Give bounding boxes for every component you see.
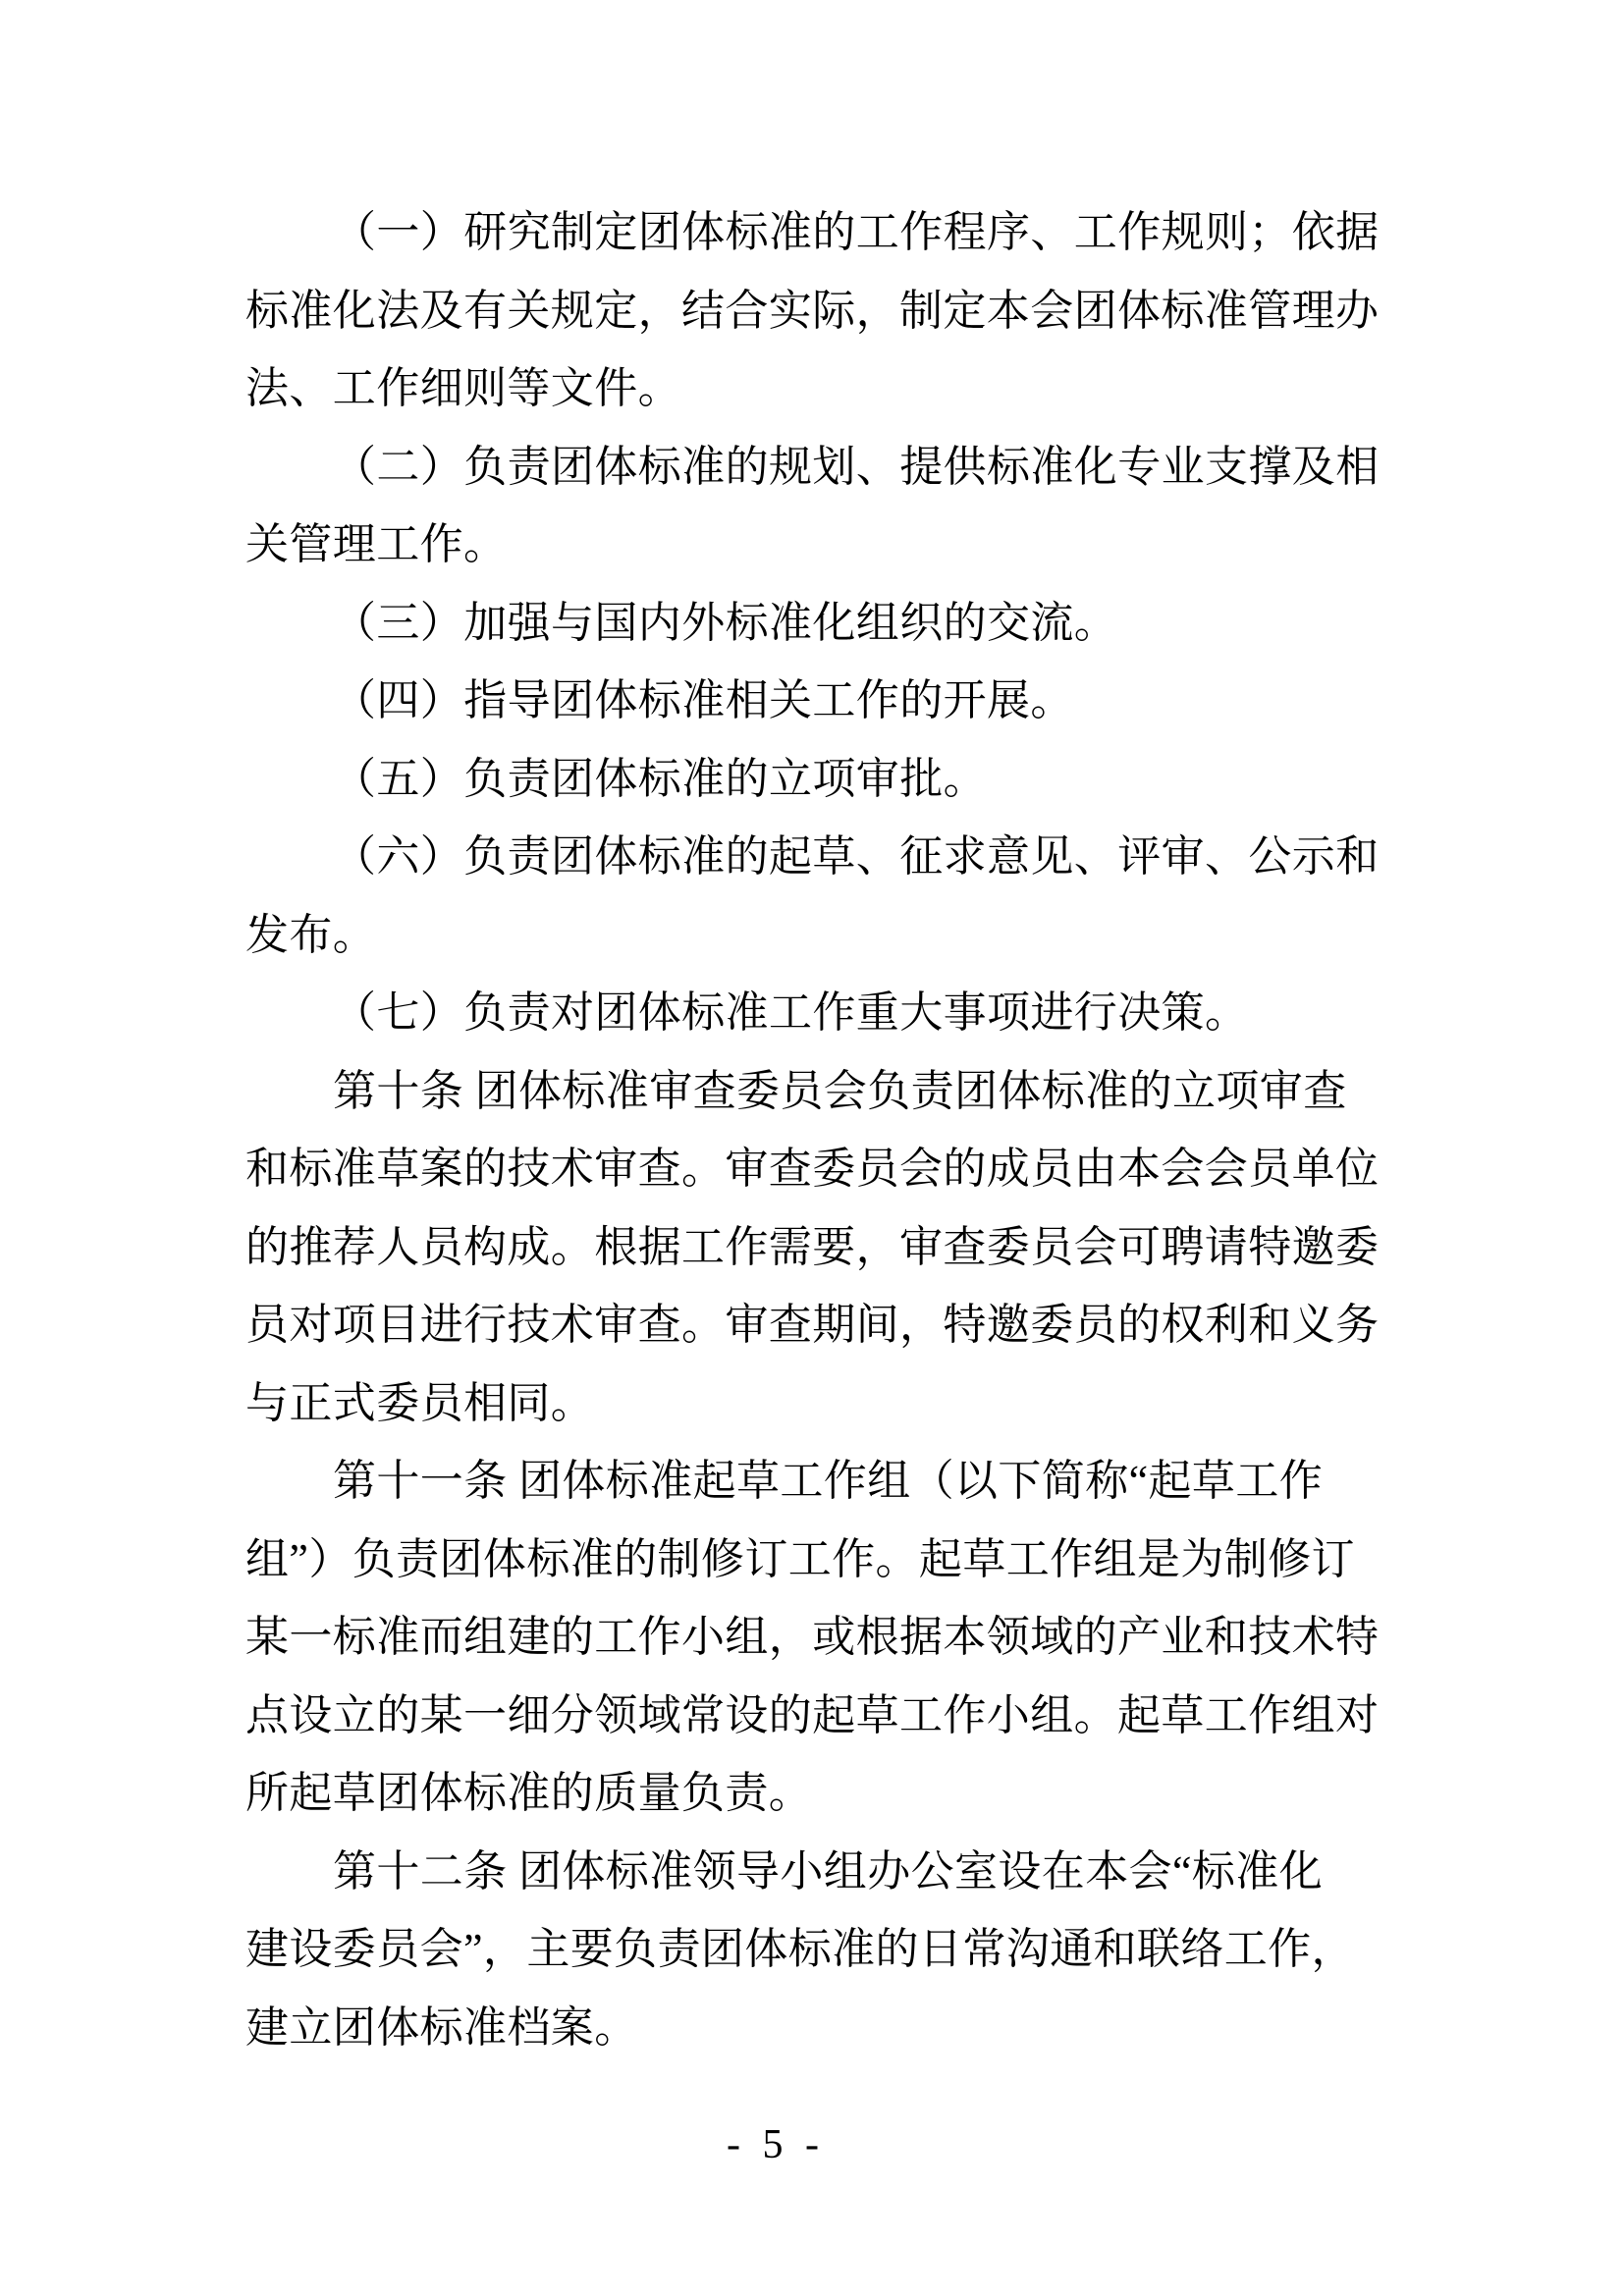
text-line: 点设立的某一细分领域常设的起草工作小组。起草工作组对 (245, 1690, 1380, 1739)
paragraph-item-3 (245, 584, 1379, 663)
document-body (245, 193, 1379, 2066)
text-line: 与正式委员相同。 (245, 1378, 595, 1427)
text-line: （三）加强与国内外标准化组织的交流。 (333, 598, 1118, 647)
text-line: （四）指导团体标准相关工作的开展。 (333, 676, 1074, 724)
text-line: 关管理工作。 (245, 520, 508, 568)
paragraph-item-6 (245, 818, 1379, 974)
text-line: 建立团体标准档案。 (245, 2002, 638, 2052)
text-line: 第十条 团体标准审查委员会负责团体标准的立项审查 (333, 1066, 1347, 1115)
text-line: 员对项目进行技术审查。审查期间，特邀委员的权利和义务 (245, 1301, 1380, 1349)
paragraph-item-4 (245, 662, 1379, 740)
text-line: 所起草团体标准的质量负责。 (245, 1769, 813, 1817)
text-line: 的推荐人员构成。根据工作需要，审查委员会可聘请特邀委 (245, 1222, 1380, 1271)
text-line: 法、工作细则等文件。 (245, 364, 681, 412)
text-line: 某一标准而组建的工作小组，或根据本领域的产业和技术特 (245, 1613, 1380, 1661)
text-line: 组”）负责团体标准的制修订工作。起草工作组是为制修订 (245, 1534, 1355, 1583)
text-line: 标准化法及有关规定，结合实际，制定本会团体标准管理办 (245, 286, 1380, 335)
text-line: 第十二条 团体标准领导小组办公室设在本会“标准化 (333, 1846, 1324, 1896)
paragraph-item-2 (245, 428, 1379, 584)
text-line: （七）负责对团体标准工作重大事项进行决策。 (333, 988, 1249, 1037)
paragraph-article-12 (245, 1833, 1379, 2067)
text-line: 和标准草案的技术审查。审查委员会的成员由本会会员单位 (245, 1145, 1380, 1193)
text-line: 建设委员会”，主要负责团体标准的日常沟通和联络工作， (245, 1925, 1355, 1973)
page-number: - 5 - (727, 2122, 825, 2167)
paragraph-item-7 (245, 974, 1379, 1052)
paragraph-article-10 (245, 1052, 1379, 1443)
text-line: 第十一条 团体标准起草工作组（以下简称“起草工作 (333, 1457, 1324, 1505)
paragraph-item-5 (245, 740, 1379, 819)
paragraph-article-11 (245, 1442, 1379, 1833)
text-line: （二）负责团体标准的规划、提供标准化专业支撑及相 (333, 442, 1380, 491)
text-line: （五）负责团体标准的立项审批。 (333, 754, 987, 803)
text-line: 发布。 (245, 910, 377, 959)
text-line: （一）研究制定团体标准的工作程序、工作规则；依据 (333, 208, 1380, 256)
text-line: （六）负责团体标准的起草、征求意见、评审、公示和 (333, 832, 1380, 881)
paragraph-item-1 (245, 193, 1379, 428)
